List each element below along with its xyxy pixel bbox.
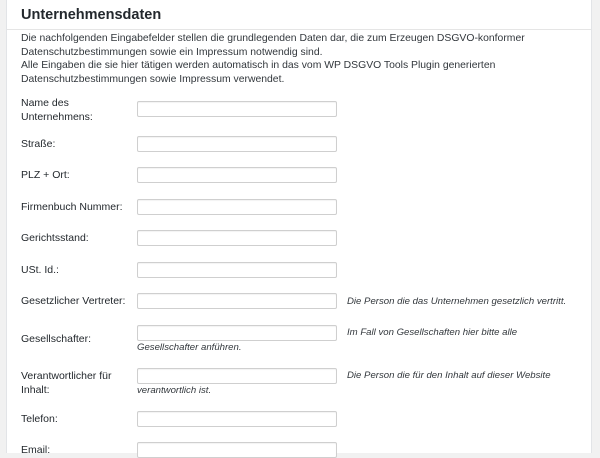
email-input[interactable] (137, 442, 337, 458)
legal-rep-label: Gesetzlicher Vertreter: (21, 295, 126, 307)
phone-label: Telefon: (21, 413, 58, 425)
section-title: Unternehmensdaten (21, 7, 162, 23)
content-resp-description: Die Person die für den Inhalt auf dieser Website verantwortlich ist. (137, 370, 551, 396)
register-number-input[interactable] (137, 199, 337, 215)
content-resp-label: Verantwortlicher für Inhalt: (21, 370, 112, 396)
company-name-input[interactable] (137, 101, 337, 117)
intro-text-2: Alle Eingaben die sie hier tätigen werden automatisch in das vom WP DSGVO Tools Plugin generierten Datenschutzbestimmungen sowie Impressum verwendet. (21, 60, 496, 85)
court-input[interactable] (137, 230, 337, 246)
zip-city-label: PLZ + Ort: (21, 169, 70, 181)
intro-text-1: Die nachfolgenden Eingabefelder stellen die grundlegenden Daten dar, die zum Erzeugen DSGVO-konformer Datenschutzbestimmungen sowie ein Impressum notwendig sind. (21, 33, 525, 58)
register-number-label: Firmenbuch Nummer: (21, 201, 123, 213)
court-label: Gerichtsstand: (21, 232, 89, 244)
street-label: Straße: (21, 138, 56, 150)
phone-input[interactable] (137, 411, 337, 427)
settings-panel (6, 0, 592, 456)
company-name-label: Name des Unternehmens: (21, 97, 93, 123)
partners-description: Im Fall von Gesellschaften hier bitte alle Gesellschafter anführen. (137, 327, 518, 353)
section-intro (21, 32, 581, 86)
street-input[interactable] (137, 136, 337, 152)
legal-rep-input[interactable] (137, 293, 337, 309)
vat-id-label: USt. Id.: (21, 264, 59, 276)
zip-city-input[interactable] (137, 167, 337, 183)
vat-id-input[interactable] (137, 262, 337, 278)
partners-label: Gesellschafter: (21, 333, 92, 345)
title-divider (7, 29, 591, 30)
email-label: Email: (21, 444, 51, 456)
legal-rep-description: Die Person die das Unternehmen gesetzlich vertritt. (347, 296, 567, 307)
